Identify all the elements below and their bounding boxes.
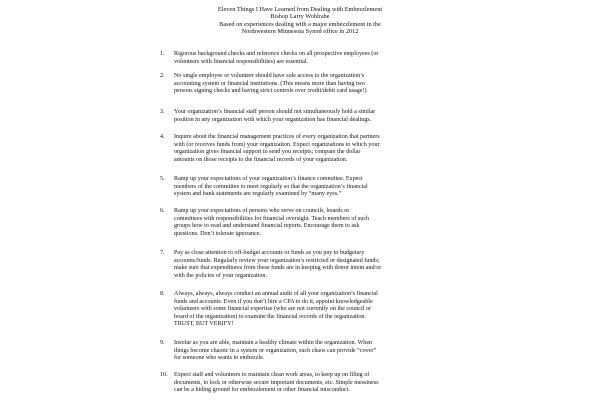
list-item-line: groups how to read and understand financial reports. Encourage them to ask: [174, 223, 360, 230]
list-item-number: 8.: [160, 291, 165, 297]
list-item-line: Inquire about the financial management practices of every organization that partners: [174, 134, 380, 140]
list-item-line: persons signing checks and having strict controls over credit/debit card usage!): [174, 88, 367, 95]
list-item-line: funds and accounts. Even if you don’t hire a CPA to do it, appoint knowledgeable: [174, 298, 373, 305]
list-item-line: Always, always, always conduct an annual audit of all your organization’s financial: [174, 291, 378, 297]
list-item-line: Ramp up your expectations of persons who serve on councils, boards or: [174, 208, 350, 214]
list-item-number: 7.: [160, 250, 165, 256]
list-item-line: organization gives financial support to send you receipts; compare the dollar: [174, 149, 361, 156]
list-item-line: Your organization’s financial staff person should not simultaneously hold a similar: [174, 109, 376, 115]
list-item-line: position in any organization with which your organization has financial dealings.: [174, 116, 372, 123]
list-item-text: [174, 372, 464, 395]
list-item-line: members of the committee to meet regularly so that the organization’s financial: [174, 183, 368, 190]
document-basis-line-1: Based on experiences dealing with a major embezzlement in the: [219, 20, 381, 28]
document-basis-line-2: Northwestern Minnesota Synod office in 2012: [241, 28, 359, 36]
list-item-line: No single employee or volunteer should have sole access to the organization’s: [174, 73, 365, 79]
list-item-line: accounting system or financial institutions. (This means more than having two: [174, 80, 366, 87]
list-item-text: [174, 250, 464, 280]
list-item-line: can be a hiding ground for embezzlement or other financial misconduct.: [174, 387, 350, 394]
list-item-line: board of the organization) to examine the financial records of the organization.: [174, 313, 366, 320]
list-item-line: with (or receives funds from) your organization. Expect organizations to which your: [174, 141, 380, 148]
list-item-text: [174, 73, 464, 96]
list-item-line: questions. Don’t tolerate ignorance.: [174, 230, 262, 237]
list-item-line: Rigorous background checks and reference checks on all prospective employees (or: [174, 51, 379, 57]
list-item-line: committees with responsibilities for financial oversight. Teach members of such: [174, 215, 370, 222]
list-item-line: Ramp up your expectations of your organization’s finance committee. Expect: [174, 176, 363, 182]
list-item-number: 5.: [160, 176, 165, 182]
list-item-line: Pay as close attention to off-budget accounts or funds as you pay to budgetary: [174, 250, 365, 256]
list-item-line: documents, to lock or otherwise secure important documents, etc. Simple messiness: [174, 379, 379, 386]
list-item-text: [174, 208, 464, 238]
list-item-line: accounts/funds. Regularly review your organization’s restricted or designated funds;: [174, 257, 380, 264]
list-item-number: 9.: [160, 340, 165, 346]
list-item-line: TRUST, BUT VERIFY!: [174, 321, 234, 328]
list-item-number: 2.: [160, 73, 165, 79]
list-item-number: 10.: [160, 372, 168, 378]
list-item-line: things become chaotic in a system or organization, such chaos can provide “cover”: [174, 347, 377, 354]
list-item-text: [174, 134, 464, 164]
list-item-line: volunteers with financial responsibilities) are essential.: [174, 58, 309, 65]
list-item-text: [174, 109, 464, 124]
document-author: Bishop Larry Wohlrabe: [270, 13, 330, 21]
list-item-line: volunteers with some financial expertise (who are not currently on the council or: [174, 306, 371, 313]
list-item-text: [174, 340, 464, 363]
list-item-text: [174, 176, 464, 199]
list-item-number: 4.: [160, 134, 165, 140]
document-title: Eleven Things I Have Learned from Dealing with Embezzlement: [217, 6, 383, 13]
list-item-line: for someone who wants to embezzle.: [174, 355, 265, 362]
list-item-line: amounts on those receipts to the financial records of your organization.: [174, 156, 348, 163]
list-item-line: make sure that expenditures from these funds are in keeping with donor intent and/or: [174, 265, 382, 272]
list-item-text: [174, 51, 464, 66]
list-item-number: 1.: [160, 51, 165, 57]
list-item-number: 6.: [160, 208, 165, 214]
list-item-line: Expect staff and volunteers to maintain clean work areas, to keep up on filing of: [174, 372, 370, 378]
list-item-number: 3.: [160, 109, 165, 115]
list-item-line: system and bank statements are regularly examined by “many eyes.”: [174, 191, 342, 198]
list-item-text: [174, 291, 464, 329]
list-item-line: Insofar as you are able, maintain a healthy climate within the organization. When: [174, 340, 373, 346]
list-item-line: with the policies of your organization.: [174, 272, 267, 279]
